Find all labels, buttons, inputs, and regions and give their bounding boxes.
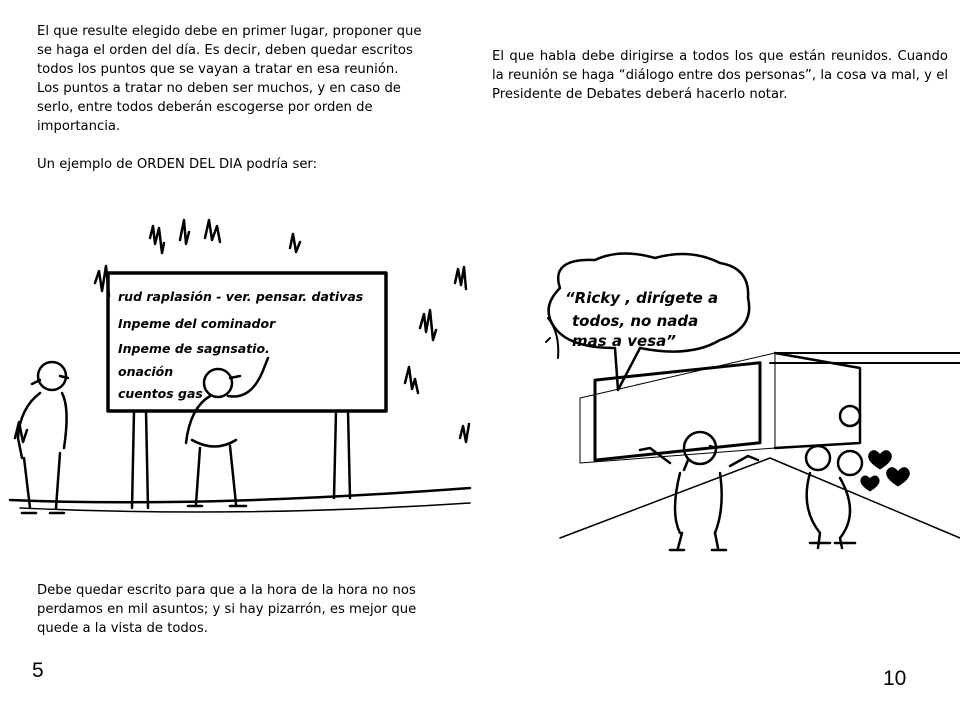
- board-line: rud raplasión - ver. pensar. dativas: [118, 289, 364, 304]
- bubble-line: mas a vesa”: [572, 332, 676, 350]
- board-line: Inpeme de sagnsatio.: [118, 341, 270, 356]
- text-line: El que resulte elegido debe en primer lugar, proponer que: [37, 24, 422, 39]
- text-line: se haga el orden del día. Es decir, deben quedar escritos: [37, 43, 413, 58]
- bubble-line: “Ricky , dirígete a: [565, 289, 719, 307]
- bubble-line: todos, no nada: [572, 312, 699, 330]
- board-line: Inpeme del cominador: [118, 316, 276, 331]
- background-bush: [205, 220, 220, 242]
- text-line: quede a la vista de todos.: [37, 621, 208, 636]
- heart-icon: [862, 477, 879, 490]
- background-bush: [420, 310, 436, 340]
- page-number-right: 10: [883, 667, 907, 690]
- billboard-post: [334, 411, 350, 498]
- background-bush: [405, 367, 418, 393]
- text-line: serlo, entre todos deberán escogerse por orden de: [37, 100, 373, 115]
- text-line: Debe quedar escrito para que a la hora de la hora no nos: [37, 583, 416, 598]
- room-corner: [775, 353, 860, 448]
- billboard-post: [132, 411, 148, 508]
- background-bush: [150, 226, 164, 253]
- left-page-caption: [37, 581, 462, 638]
- background-bush: [455, 267, 466, 289]
- paragraph-text: El que habla debe dirigirse a todos los que están reunidos. Cuando la reunión se haga “diálogo entre dos personas”, la cosa va mal, y el Presidente de Debates deberá hacerlo notar.: [492, 49, 948, 102]
- background-bush: [460, 424, 469, 442]
- ground-line: [10, 488, 470, 502]
- text-line: perdamos en mil asuntos; y si hay pizarrón, es mejor que: [37, 602, 417, 617]
- man-center-figure: [186, 358, 268, 506]
- ground-line: [20, 503, 470, 512]
- text-line: todos los puntos que se vayan a tratar en esa reunión.: [37, 62, 399, 77]
- background-bush: [180, 220, 189, 244]
- room-wall: [580, 353, 775, 463]
- orden-del-dia-intro: Un ejemplo de ORDEN DEL DIA podría ser:: [37, 157, 318, 172]
- heart-icon: [869, 451, 890, 468]
- page-number-left: 5: [32, 659, 44, 682]
- text-line: Los puntos a tratar no deben ser muchos, y en caso de: [37, 81, 401, 96]
- text-line: importancia.: [37, 119, 121, 134]
- heart-icon: [887, 468, 908, 485]
- left-page-intro: [37, 22, 462, 174]
- blackboard: [595, 363, 760, 460]
- agenda-board-cartoon: [0, 208, 480, 578]
- background-bush: [290, 234, 300, 252]
- meeting-room-cartoon: [520, 248, 960, 588]
- board-line: onación: [118, 364, 174, 379]
- right-page-paragraph: [492, 47, 948, 104]
- board-line: cuentos gas: [118, 386, 203, 401]
